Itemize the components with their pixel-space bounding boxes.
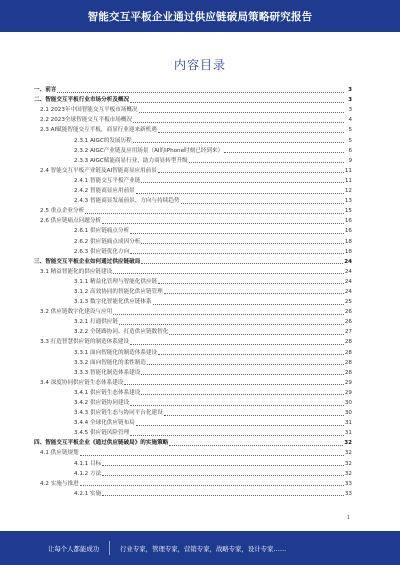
toc-entry-title: 2.6.1 供应链痛点分析 (74, 228, 130, 235)
toc-entry[interactable] (34, 145, 352, 155)
toc-entry-title: 2.3 AI赋能智能交互平板，商显行业迎来新机遇 (40, 127, 157, 134)
toc-entry-title: 3.1.2 高效协同的智能化供应链管理 (74, 288, 163, 295)
toc-entry[interactable] (34, 357, 352, 367)
toc-entry[interactable] (34, 165, 352, 175)
toc-dot-leader (102, 475, 344, 476)
toc-entry[interactable] (34, 478, 352, 488)
toc-entry-title: 4.1.2 方法 (74, 470, 102, 477)
toc-entry-page: 28 (344, 369, 352, 376)
toc-entry[interactable] (34, 377, 352, 387)
toc-entry[interactable] (34, 488, 352, 498)
toc-entry-page: 16 (344, 218, 352, 225)
toc-dot-leader (141, 263, 343, 264)
toc-dot-leader (119, 324, 344, 325)
toc-entry-page: 18 (344, 248, 352, 255)
toc-dot-leader (130, 253, 344, 254)
toc-entry[interactable] (34, 256, 352, 266)
toc-entry-page: 29 (344, 379, 352, 386)
toc-entry-page: 28 (344, 349, 352, 356)
toc-dot-leader (133, 142, 344, 143)
toc-entry-page: 31 (344, 420, 352, 427)
toc-entry-page: 24 (344, 288, 352, 295)
toc-entry-page: 11 (344, 167, 352, 174)
toc-entry[interactable] (34, 306, 352, 316)
toc-entry-title: 2.1 2023年中国智能交互平板市场概况 (40, 107, 138, 114)
toc-entry-page: 13 (344, 198, 352, 205)
toc-entry[interactable] (34, 447, 352, 457)
toc-entry-title: 3.1.3 数字化智能化供应链体系 (74, 299, 152, 306)
toc-entry[interactable] (34, 175, 352, 185)
toc-entry-title: 3.3.1 面向智能化的制造体系建设 (74, 349, 158, 356)
toc-entry-title: 3.1 精益智能化的供应链建设 (40, 268, 113, 275)
toc-entry[interactable] (34, 124, 352, 134)
toc-entry-page: 3 (348, 87, 352, 94)
toc-entry[interactable] (34, 326, 352, 336)
toc-entry-page: 30 (344, 410, 352, 417)
toc-entry[interactable] (34, 286, 352, 296)
toc-entry[interactable] (34, 205, 352, 215)
toc-entry-title: 3.4.1 供应链生态体系建设 (74, 389, 141, 396)
toc-dot-leader (130, 344, 344, 345)
toc-entry-title: 2.4.3 智能商显发展前景、方向与持续趋势 (74, 198, 180, 205)
toc-dot-leader (158, 132, 344, 133)
toc-entry[interactable] (34, 225, 352, 235)
report-header (0, 0, 400, 32)
toc-dot-leader (169, 445, 343, 446)
toc-dot-leader (102, 223, 344, 224)
toc-entry-page: 4 (348, 117, 352, 124)
toc-entry-page: 31 (344, 430, 352, 437)
toc-dot-leader (189, 162, 344, 163)
toc-entry-title: 三、智能交互平板企业如何通过供应链破局 (34, 258, 141, 265)
toc-dot-leader (130, 435, 344, 436)
toc-heading: 内容目录 (173, 58, 226, 72)
toc-dot-leader (181, 203, 344, 204)
toc-dot-leader (158, 172, 344, 173)
toc-dot-leader (124, 384, 343, 385)
toc-entry-page: 16 (344, 228, 352, 235)
toc-entry-title: 3.3 打造智慧供应链的制造体系建设 (40, 339, 129, 346)
toc-entry-page: 28 (344, 339, 352, 346)
toc-entry-title: 四、智能交互平板企业《通过供应链破局》的实施策略 (34, 440, 169, 447)
toc-entry[interactable] (34, 235, 352, 245)
toc-entry-title: 4.1 供应链规划 (40, 450, 79, 457)
toc-entry-title: 3.2.2 全链路协同、打造供应链数智化 (74, 329, 169, 336)
toc-dot-leader (80, 455, 344, 456)
toc-entry-page: 24 (344, 278, 352, 285)
toc-entry-page: 24 (344, 268, 352, 275)
toc-dot-leader (130, 102, 344, 103)
toc-entry-page: 11 (344, 177, 352, 184)
toc-entry[interactable] (34, 185, 352, 195)
toc-entry[interactable] (34, 134, 352, 144)
toc-entry[interactable] (34, 457, 352, 467)
toc-dot-leader (147, 364, 344, 365)
toc-entry[interactable] (34, 215, 352, 225)
toc-entry-page: 5 (348, 137, 352, 144)
toc-entry-title: 2.6.3 供应链优化方向 (74, 248, 130, 255)
toc-entry-page: 32 (344, 460, 352, 467)
footer-divider (109, 541, 110, 555)
toc-entry-title: 3.3.3 智能化制造体系建设 (74, 369, 141, 376)
toc-entry-title: 二、智能交互平板行业市场分析及概况 (34, 97, 130, 104)
toc-dot-leader (133, 122, 344, 123)
toc-entry-page: 29 (344, 389, 352, 396)
toc-dot-leader (113, 314, 344, 315)
toc-entry-page: 18 (344, 238, 352, 245)
toc-entry[interactable] (34, 296, 352, 306)
toc-entry-page: 33 (344, 490, 352, 497)
page-number: 1 (346, 515, 350, 521)
toc-dot-leader (136, 193, 344, 194)
toc-entry-page: 30 (344, 400, 352, 406)
toc-entry-page: 9 (348, 157, 352, 164)
toc-entry-title: 2.5 重点企业分析 (40, 208, 85, 215)
toc-entry[interactable] (34, 346, 352, 356)
toc-dot-leader (130, 405, 344, 406)
toc-entry-title: 3.4.2 供应链协同建设 (74, 400, 130, 406)
toc-entry-title: 2.6 供应链痛点问题分析 (40, 218, 102, 225)
toc-entry-title: 3.2.1 打通供应链 (74, 319, 118, 326)
toc-entry[interactable] (34, 407, 352, 417)
toc-entry-title: 3.2 供应链数字化建设与应用 (40, 309, 113, 316)
toc-entry[interactable] (34, 427, 352, 437)
toc-entry[interactable] (34, 397, 352, 407)
table-of-contents (34, 84, 352, 498)
toc-entry[interactable] (34, 336, 352, 346)
toc-entry-page: 26 (344, 319, 352, 326)
toc-dot-leader (153, 304, 344, 305)
toc-dot-leader (158, 283, 344, 284)
toc-dot-leader (141, 374, 344, 375)
toc-dot-leader (141, 182, 344, 183)
toc-entry-title: 2.4.1 智能交互平板产业链 (74, 177, 141, 184)
toc-entry-title: 2.2 2023全球智能交互平板市场概况 (40, 117, 133, 124)
toc-dot-leader (80, 485, 344, 486)
toc-entry-page: 32 (344, 470, 352, 477)
toc-dot-leader (136, 425, 344, 426)
toc-entry-title: 3.4.3 供应链生态与协同平台化建设 (74, 410, 163, 417)
toc-entry-title: 3.4.5 供应链风险管理 (74, 430, 130, 437)
toc-entry-page: 5 (348, 127, 352, 134)
toc-entry[interactable] (34, 437, 352, 447)
toc-entry[interactable] (34, 468, 352, 478)
toc-entry[interactable] (34, 266, 352, 276)
toc-entry-page: 6 (348, 147, 352, 154)
toc-entry-title: 2.6.2 供应链痛点成因分析 (74, 238, 141, 245)
toc-dot-leader (130, 233, 344, 234)
toc-entry[interactable] (34, 84, 352, 94)
toc-entry-page: 26 (344, 309, 352, 316)
toc-entry[interactable] (34, 195, 352, 205)
toc-dot-leader (164, 415, 344, 416)
toc-entry-title: 2.3.2 AIGC产业链及应用场景（AI的iPhone时刻已经到来） (74, 147, 224, 154)
toc-entry-title: 4.2 实施与推进 (40, 480, 79, 487)
toc-entry[interactable] (34, 104, 352, 114)
toc-entry-title: 3.3.2 面向智能化的柔性制造 (74, 359, 146, 366)
toc-entry-page: 25 (344, 299, 352, 306)
toc-entry[interactable] (34, 367, 352, 377)
toc-dot-leader (224, 152, 344, 153)
toc-entry[interactable] (34, 387, 352, 397)
toc-dot-leader (158, 354, 344, 355)
toc-entry-title: 3.1.1 精益化管理与智能化供应链 (74, 278, 158, 285)
toc-entry-page: 33 (344, 480, 352, 487)
report-footer (0, 531, 400, 565)
toc-entry-title: 4.1.1 目标 (74, 460, 102, 467)
toc-entry-title: 一、前言 (34, 87, 57, 94)
toc-dot-leader (85, 213, 344, 214)
toc-dot-leader (141, 394, 344, 395)
toc-entry-title: 3.4.4 全球化供应链布局 (74, 420, 135, 427)
toc-entry[interactable] (34, 94, 352, 104)
toc-entry-title: 4.2.1 实施 (74, 490, 102, 497)
report-title: 智能交互平板企业通过供应链破局策略研究报告 (87, 10, 313, 23)
toc-entry-title: 2.3.3 AIGC赋能商显行业，助力商显转型升级 (74, 157, 188, 164)
toc-entry-page: 28 (344, 359, 352, 366)
toc-entry-page: 27 (344, 329, 352, 336)
toc-entry-title: 3.4 深度协同供应链生态体系建设 (40, 379, 124, 386)
toc-dot-leader (164, 293, 344, 294)
toc-entry[interactable] (34, 316, 352, 326)
toc-entry[interactable] (34, 114, 352, 124)
toc-entry-title: 2.4.2 智能商显应用前景 (74, 188, 135, 195)
toc-dot-leader (141, 243, 344, 244)
toc-entry[interactable] (34, 246, 352, 256)
toc-dot-leader (102, 495, 344, 496)
toc-entry-page: 32 (344, 440, 352, 447)
toc-dot-leader (169, 334, 344, 335)
footer-slogan: 让每个人都能成功 (48, 544, 100, 553)
toc-entry-page: 3 (348, 97, 352, 104)
toc-entry-page: 12 (344, 188, 352, 195)
toc-entry-page: 15 (344, 208, 352, 215)
toc-entry-page: 3 (348, 107, 352, 114)
toc-entry-page: 32 (344, 450, 352, 457)
toc-entry-title: 2.3.1 AIGC的发展历程 (74, 137, 132, 144)
toc-entry[interactable] (34, 276, 352, 286)
toc-dot-leader (139, 112, 344, 113)
toc-entry-title: 2.4 智能交互平板产业链及AI智能商显应用前景 (40, 167, 157, 174)
footer-experts: 行业专家，管理专家，营销专家，战略专家，设计专家…… (120, 544, 287, 553)
toc-dot-leader (113, 273, 344, 274)
toc-entry-page: 24 (344, 258, 352, 265)
toc-dot-leader (102, 465, 344, 466)
toc-entry[interactable] (34, 155, 352, 165)
toc-dot-leader (57, 92, 344, 93)
toc-entry[interactable] (34, 417, 352, 427)
